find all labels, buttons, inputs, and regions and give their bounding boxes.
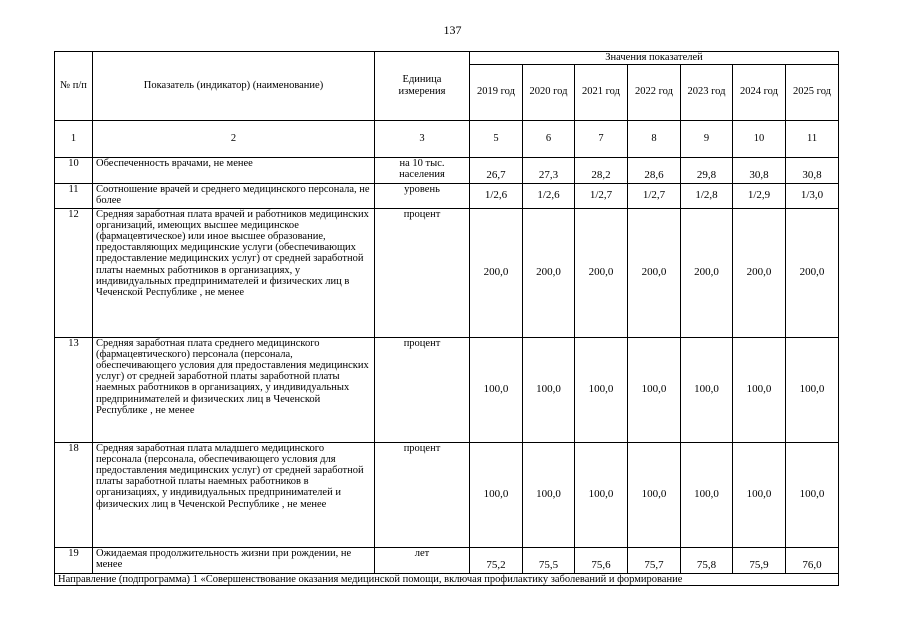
row-unit: лет [375,547,470,573]
row-value: 28,6 [628,157,681,183]
row-indicator-name: Обеспеченность врачами, не менее [93,157,375,183]
row-value: 100,0 [470,442,523,547]
row-value: 100,0 [786,442,839,547]
row-value: 75,9 [733,547,786,573]
table-row [55,547,839,573]
section-heading: Направление (подпрограмма) 1 «Совершенствование оказания медицинской помощи, включая профилактику заболеваний и формирование [55,573,839,585]
row-value: 75,7 [628,547,681,573]
table-row [55,208,839,337]
row-value: 76,0 [786,547,839,573]
column-number: 10 [733,120,786,157]
row-unit: уровень [375,183,470,208]
column-number: 7 [575,120,628,157]
header-indicator: Показатель (индикатор) (наименование) [93,52,375,121]
header-year: 2025 год [786,64,839,120]
row-value: 200,0 [628,208,681,337]
row-value: 100,0 [575,337,628,442]
header-year: 2020 год [523,64,575,120]
header-values-group: Значения показателей [470,52,839,65]
column-number-row [55,120,839,157]
column-number: 2 [93,120,375,157]
column-number: 1 [55,120,93,157]
row-value: 100,0 [628,442,681,547]
indicators-table [54,51,839,586]
row-value: 1/2,8 [681,183,733,208]
row-unit: процент [375,442,470,547]
row-value: 1/2,7 [628,183,681,208]
row-value: 200,0 [523,208,575,337]
row-value: 100,0 [733,442,786,547]
row-value: 100,0 [628,337,681,442]
row-value: 1/2,7 [575,183,628,208]
row-value: 200,0 [470,208,523,337]
row-number: 11 [55,183,93,208]
page-number: 137 [443,23,462,37]
row-value: 75,6 [575,547,628,573]
row-number: 19 [55,547,93,573]
row-value: 100,0 [523,337,575,442]
header-year: 2021 год [575,64,628,120]
row-indicator-name: Средняя заработная плата среднего медицинского (фармацевтического) персонала (персонала, обеспечивающего условия для предоставления медицинских услуг) от средней заработной платы заработной платы наемных работников в организациях, у индивидуальных предпринимателей и физических лиц в Чеченской Республике , не менее [93,337,375,442]
row-value: 100,0 [786,337,839,442]
column-number: 11 [786,120,839,157]
section-row [55,573,839,585]
row-number: 13 [55,337,93,442]
header-unit: Единица измерения [375,52,470,121]
row-indicator-name: Средняя заработная плата младшего медицинского персонала (персонала, обеспечивающего условия для предоставления медицинских услуг) от средней заработной платы заработной платы наемных работников в организациях, у индивидуальных предпринимателей и физических лиц в Чеченской Республике , не менее [93,442,375,547]
row-value: 100,0 [681,337,733,442]
table-row [55,183,839,208]
column-number: 5 [470,120,523,157]
row-number: 10 [55,157,93,183]
row-value: 1/2,9 [733,183,786,208]
row-indicator-name: Средняя заработная плата врачей и работников медицинских организаций, имеющих высшее медицинское (фармацевтическое) или иное высшее образование, предоставляющих медицинские услуги (обеспечивающих предоставление медицинских услуг) от средней заработной платы наемных работников в организациях, у индивидуальных предпринимателей и физических лиц в Чеченской Республике , не менее [93,208,375,337]
row-value: 75,5 [523,547,575,573]
row-value: 27,3 [523,157,575,183]
table-row [55,157,839,183]
row-number: 12 [55,208,93,337]
row-unit: процент [375,337,470,442]
column-number: 9 [681,120,733,157]
row-value: 100,0 [681,442,733,547]
table-row [55,337,839,442]
header-year: 2023 год [681,64,733,120]
row-unit: на 10 тыс. населения [375,157,470,183]
row-value: 75,8 [681,547,733,573]
table-row [55,442,839,547]
row-value: 30,8 [786,157,839,183]
header-year: 2019 год [470,64,523,120]
row-value: 200,0 [733,208,786,337]
header-year: 2022 год [628,64,681,120]
row-value: 1/2,6 [470,183,523,208]
row-value: 28,2 [575,157,628,183]
row-indicator-name: Соотношение врачей и среднего медицинского персонала, не более [93,183,375,208]
row-value: 100,0 [733,337,786,442]
row-value: 100,0 [470,337,523,442]
row-value: 29,8 [681,157,733,183]
row-value: 1/2,6 [523,183,575,208]
row-value: 1/3,0 [786,183,839,208]
row-number: 18 [55,442,93,547]
row-indicator-name: Ожидаемая продолжительность жизни при рождении, не менее [93,547,375,573]
row-value: 30,8 [733,157,786,183]
column-number: 8 [628,120,681,157]
row-value: 200,0 [575,208,628,337]
row-value: 100,0 [575,442,628,547]
row-value: 100,0 [523,442,575,547]
header-num: № п/п [55,52,93,121]
row-value: 26,7 [470,157,523,183]
row-value: 75,2 [470,547,523,573]
row-value: 200,0 [786,208,839,337]
header-year: 2024 год [733,64,786,120]
row-value: 200,0 [681,208,733,337]
row-unit: процент [375,208,470,337]
column-number: 3 [375,120,470,157]
column-number: 6 [523,120,575,157]
